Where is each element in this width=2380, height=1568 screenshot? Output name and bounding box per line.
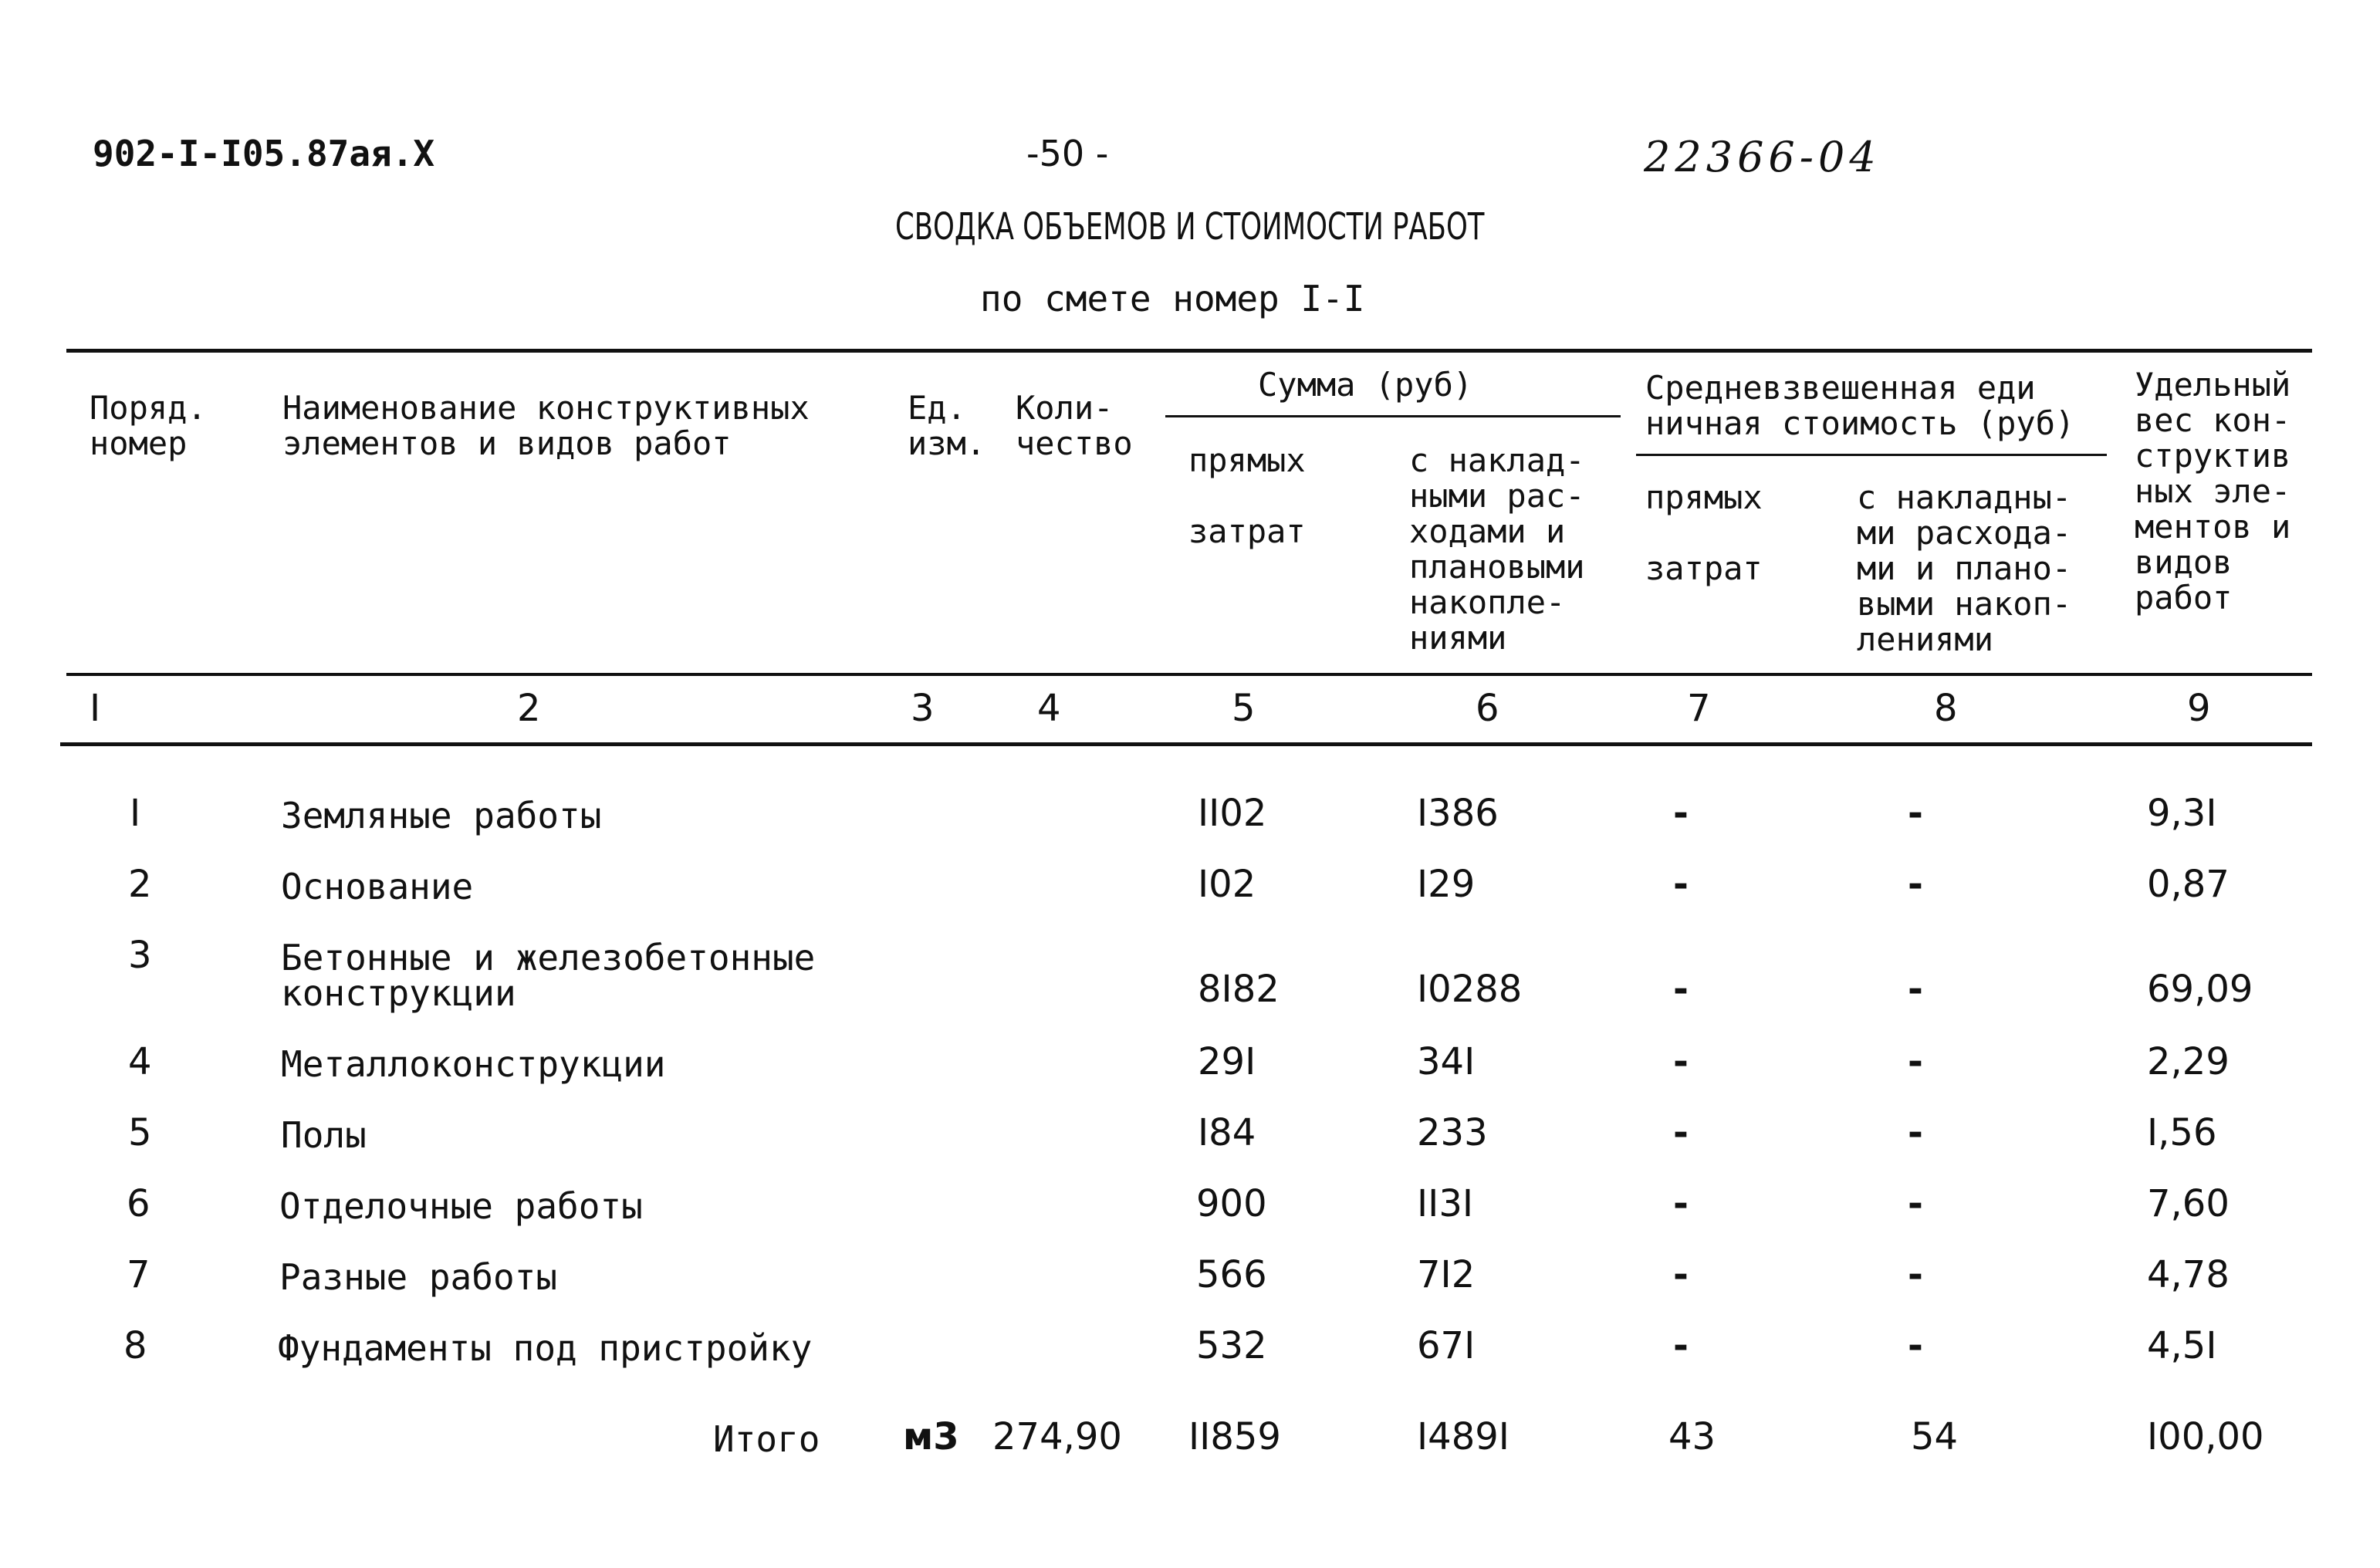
avg-overhead: - xyxy=(1908,1324,1923,1367)
sum-direct: II02 xyxy=(1198,792,1267,835)
share: 69,09 xyxy=(2147,968,2253,1011)
avg-direct: - xyxy=(1673,792,1689,835)
document-code: 902-I-I05.87ая.X xyxy=(93,133,435,174)
column-number-1: I xyxy=(90,687,101,730)
total-label: Итого xyxy=(713,1418,820,1460)
sum-overhead: I29 xyxy=(1417,863,1476,906)
handwritten-number: 22366-04 xyxy=(1644,133,1881,181)
header-sum-group: Сумма (руб) xyxy=(1258,366,1473,404)
row-number: 6 xyxy=(127,1182,150,1225)
element-name: Металлоконструкции xyxy=(281,1043,666,1085)
avg-overhead: - xyxy=(1908,1253,1923,1296)
header-share: Удельный вес кон- структив ных эле- ментов и видов работ xyxy=(2135,366,2291,617)
total-quantity: 274,90 xyxy=(992,1415,1122,1458)
total-unit: м3 xyxy=(903,1415,959,1458)
sum-direct: 566 xyxy=(1196,1253,1267,1296)
row-number: 4 xyxy=(128,1040,152,1083)
row-number: 7 xyxy=(127,1253,150,1296)
element-name: Разные работы xyxy=(279,1256,558,1298)
avg-direct: - xyxy=(1673,1111,1689,1154)
sum-overhead: 233 xyxy=(1417,1111,1488,1154)
avg-direct: - xyxy=(1673,968,1689,1011)
element-name: Отделочные работы xyxy=(279,1185,643,1227)
column-number-5: 5 xyxy=(1232,687,1256,730)
header-sum-overhead: с наклад- ными рас- ходами и плановыми накопле- ниями xyxy=(1409,441,1585,657)
sum-overhead: 34I xyxy=(1417,1040,1476,1083)
column-numbers-rule xyxy=(60,742,2312,746)
row-number: 3 xyxy=(128,934,152,977)
header-unit: Ед. изм. xyxy=(908,389,986,462)
header-avg-overhead: с накладны- ми расхода- ми и плано- выми накоп- лениями xyxy=(1857,478,2072,658)
column-number-6: 6 xyxy=(1476,687,1499,730)
avg-overhead: - xyxy=(1908,968,1923,1011)
sum-direct: 900 xyxy=(1196,1182,1267,1225)
avg-overhead: - xyxy=(1908,1182,1923,1225)
column-number-2: 2 xyxy=(517,687,541,730)
element-name: Полы xyxy=(281,1114,367,1156)
header-avg-direct: прямых затрат xyxy=(1645,478,1763,587)
sum-direct: 29I xyxy=(1198,1040,1256,1083)
header-avg-group: Средневзвешенная еди ничная стоимость (руб) xyxy=(1645,369,2075,442)
avg-direct: - xyxy=(1673,1253,1689,1296)
share: 9,3I xyxy=(2147,792,2217,835)
element-name: Бетонные и железобетонные xyxy=(281,937,816,978)
avg-direct: - xyxy=(1673,1182,1689,1225)
sum-overhead: 67I xyxy=(1417,1324,1476,1367)
sum-overhead: I0288 xyxy=(1417,968,1523,1011)
avg-overhead: - xyxy=(1908,1111,1923,1154)
avg-direct: - xyxy=(1673,1324,1689,1367)
avg-overhead: - xyxy=(1908,792,1923,835)
share: 0,87 xyxy=(2147,863,2230,906)
row-number: 2 xyxy=(128,863,152,906)
column-number-7: 7 xyxy=(1687,687,1711,730)
element-name: Основание xyxy=(281,866,474,907)
header-element-name: Наименование конструктивных элементов и видов работ xyxy=(282,389,810,462)
share: 4,78 xyxy=(2147,1253,2230,1296)
page-number: -50 - xyxy=(1026,133,1109,174)
header-bottom-rule xyxy=(66,673,2312,676)
sum-direct: 532 xyxy=(1196,1324,1267,1367)
avg-direct: - xyxy=(1673,863,1689,906)
sum-direct: I84 xyxy=(1198,1111,1256,1154)
share: I,56 xyxy=(2147,1111,2217,1154)
avg-overhead: - xyxy=(1908,1040,1923,1083)
avg-direct: - xyxy=(1673,1040,1689,1083)
column-number-9: 9 xyxy=(2187,687,2211,730)
document-subtitle: по смете номер I-I xyxy=(980,278,1365,319)
header-sum-direct: прямых затрат xyxy=(1188,441,1306,550)
sum-group-rule xyxy=(1165,415,1621,417)
row-number: I xyxy=(130,792,141,835)
total-share: I00,00 xyxy=(2147,1415,2264,1458)
avg-overhead: - xyxy=(1908,863,1923,906)
element-name-continuation: конструкции xyxy=(281,972,516,1014)
column-number-4: 4 xyxy=(1037,687,1061,730)
total-avg-overhead: 54 xyxy=(1911,1415,1959,1458)
sum-direct: I02 xyxy=(1198,863,1256,906)
column-number-3: 3 xyxy=(911,687,935,730)
avg-group-rule xyxy=(1636,454,2107,456)
sum-overhead: I386 xyxy=(1417,792,1499,835)
sum-overhead: II3I xyxy=(1417,1182,1474,1225)
document-title: СВОДКА ОБЪЕМОВ И СТОИМОСТИ РАБОТ xyxy=(895,205,1485,248)
total-sum-direct: II859 xyxy=(1188,1415,1281,1458)
element-name: Земляные работы xyxy=(281,795,602,836)
header-row-number: Поряд. номер xyxy=(90,389,207,462)
total-avg-direct: 43 xyxy=(1668,1415,1716,1458)
sum-direct: 8I82 xyxy=(1198,968,1280,1011)
column-number-8: 8 xyxy=(1934,687,1958,730)
table-top-rule xyxy=(66,349,2312,353)
element-name: Фундаменты под пристройку xyxy=(278,1327,813,1369)
share: 2,29 xyxy=(2147,1040,2230,1083)
share: 4,5I xyxy=(2147,1324,2217,1367)
row-number: 5 xyxy=(128,1111,152,1154)
sum-overhead: 7I2 xyxy=(1417,1253,1476,1296)
header-quantity: Коли- чество xyxy=(1016,389,1133,462)
row-number: 8 xyxy=(123,1324,147,1367)
total-sum-overhead: I489I xyxy=(1417,1415,1509,1458)
share: 7,60 xyxy=(2147,1182,2230,1225)
